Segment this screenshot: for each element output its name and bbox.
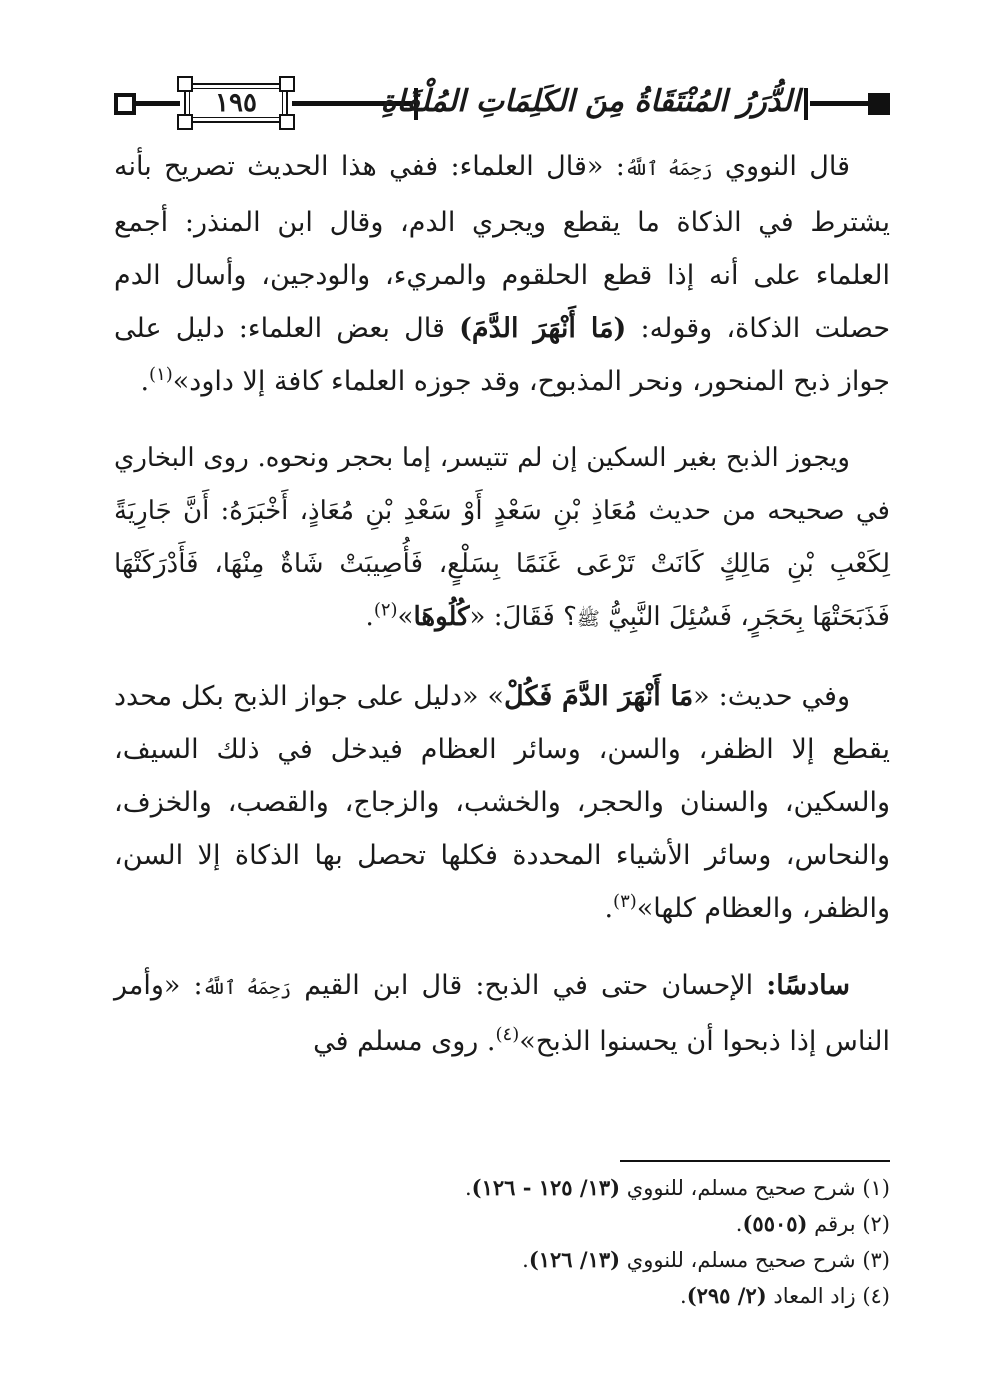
footnote-separator [620,1160,890,1162]
honorific-glyph: ﷺ [576,608,600,630]
footnote-text: زاد المعاد [773,1284,856,1308]
paragraph-sixth-point [114,959,890,1068]
text-segment: . [735,1212,743,1236]
header-rule [810,101,868,106]
text-segment: . [464,1176,472,1200]
footnote-ref[interactable]: (٤) [495,1024,520,1045]
footnote-item [114,1278,890,1314]
footnote-ref[interactable]: (٣) [613,891,637,912]
hadith-quote: كُلُوهَا [413,602,470,632]
honorific-glyph: رَحِمَهُ ٱللَّهُ [202,977,292,999]
footnote-text: شرح صحيح مسلم، للنووي [626,1248,856,1272]
section-label: سادسًا: [766,970,850,1001]
footnote-number: (١) [862,1176,890,1200]
text-segment: . [140,366,150,397]
footnote-ref[interactable]: (١) [149,364,173,385]
page-number-frame [184,83,288,123]
honorific-glyph: رَحِمَهُ ٱللَّهُ [624,158,713,180]
text-segment: ويجوز الذبح بغير السكين إن لم تتيسر، إما بحجر ونحوه. روى البخاري في صحيحه من حديث مُعَاذِ بْنِ سَعْدٍ أَوْ سَعْدِ بْنِ مُعَاذٍ، أَخْبَرَهُ: أَنَّ جَارِيَةً لِكَعْبِ بْنِ مَالِكٍ كَانَتْ تَرْعَى غَنَمًا بِسَلْعٍ، فَأُصِيبَتْ شَاةٌ مِنْهَا، فَأَدْرَكَتْهَا فَذَبَحَتْهَا بِحَجَرٍ، فَسُئِلَ النَّبِيُّ [114,443,890,632]
main-text [114,140,890,1092]
header-ornament-box-left [114,93,136,115]
text-segment: قال بعض العلماء: دليل على جواز ذبح المنحور، ونحر المذبوح، وقد جوزه العلماء كافة إلا داود» [114,313,890,397]
text-segment: . [680,1284,687,1308]
footnote-source: (١٣/ ١٢٦) [528,1247,621,1272]
text-segment: » [397,602,414,632]
text-segment: . [522,1248,529,1272]
text-segment: وفي حديث: « [693,681,850,712]
footnote-item [114,1170,890,1206]
footnote-source: (٢/ ٢٩٥) [686,1283,767,1308]
text-segment: ؟ فَقَالَ: « [469,602,577,632]
footnote-source: (٥٥٠٥) [742,1211,808,1236]
header-rule [136,101,180,106]
footnote-number: (٤) [862,1284,890,1308]
text-segment: الإحسان حتى في الذبح: قال ابن القيم [291,970,767,1001]
footnote-item [114,1206,890,1242]
text-segment: : «قال العلماء: ففي هذا الحديث تصريح بأنه يشترط في الذكاة ما يقطع ويجري الدم، وقال ابن المنذر: أجمع العلماء على أنه إذا قطع الحلقوم والمريء، والودجين، وأسال الدم حصلت الذكاة، وقوله: [114,151,891,344]
text-segment: . [365,602,374,632]
paragraph-nawawi-quote [114,140,890,408]
paragraph-stone-slaughter [114,432,890,646]
text-segment: قال النووي [712,151,850,182]
footnote-number: (٢) [862,1212,890,1236]
footnote-number: (٣) [862,1248,890,1272]
text-segment: . روى مسلم في [313,1026,496,1057]
text-segment: : «وأمر الناس إذا ذبحوا أن يحسنوا الذبح» [114,970,890,1057]
footnote-text: برقم [814,1212,856,1236]
hadith-quote: مَا أَنْهَرَ الدَّمَ فَكُلْ [504,681,694,712]
footnote-item [114,1242,890,1278]
page-number: ١٩٥ [215,88,257,118]
footnotes [114,1170,890,1314]
footnote-ref[interactable]: (٢) [373,599,398,621]
header-tick [804,88,808,120]
footnote-text: شرح صحيح مسلم، للنووي [626,1176,856,1200]
text-segment: . [604,893,614,924]
paragraph-sharp-tools [114,670,890,935]
page-header [114,74,890,134]
header-ornament-box-right [868,93,890,115]
hadith-quote: (مَا أَنْهَرَ الدَّمَ) [459,313,627,344]
book-title: الدُّرَرُ المُنْتَقَاةُ مِنَ الكَلِمَاتِ المُلْقَاةِ [380,84,800,119]
footnote-source: (١٣/ ١٢٥ - ١٢٦) [471,1175,621,1200]
text-segment: » «دليل على جواز الذبح بكل محدد يقطع إلا الظفر، والسن، وسائر العظام فيدخل في ذلك السيف، والسكين، والسنان والحجر، والخشب، والزجاج، والقصب، والخزف، والنحاس، وسائر الأشياء المحددة فكلها تحصل بها الذكاة إلا السن، والظفر، والعظام كلها» [114,681,890,924]
